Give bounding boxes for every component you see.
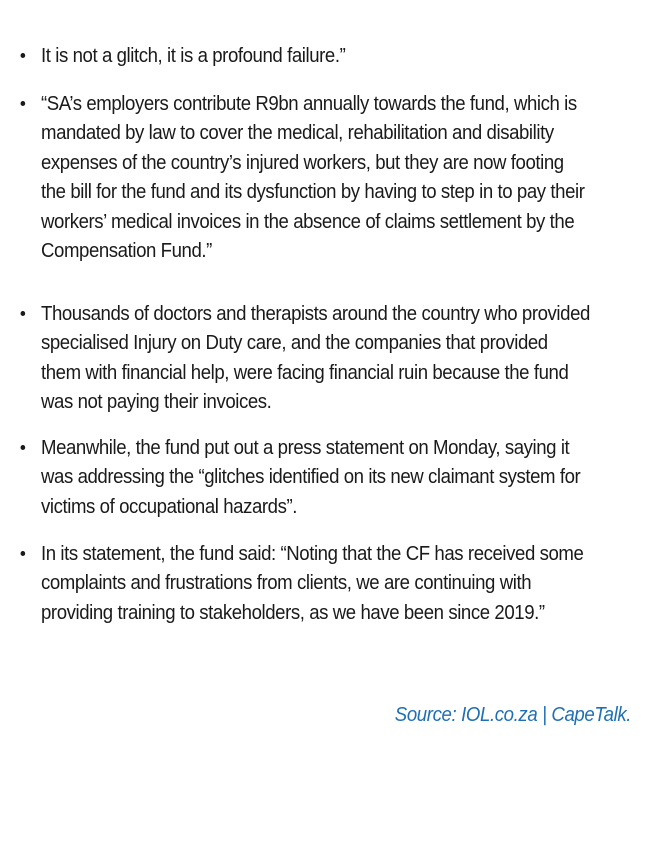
bullet-marker: [21, 311, 26, 316]
bullet-marker: [21, 101, 26, 106]
list-item: [41, 42, 592, 71]
bullet-marker: [21, 551, 26, 556]
bullet-text: Meanwhile, the fund put out a press statement on Monday, saying it was addressing the “glitches identified on its new claimant system for victims of occupational hazards”.: [41, 437, 581, 518]
source-credit: Source: IOL.co.za | CapeTalk.: [394, 704, 631, 726]
bullet-text: In its statement, the fund said: “Noting that the CF has received some complaints and frustrations from clients, we are continuing with providing training to stakeholders, as we have been since 2019.”: [41, 543, 584, 624]
list-item: [41, 90, 592, 266]
bullet-marker: [21, 445, 26, 450]
bullet-text: “SA’s employers contribute R9bn annually towards the fund, which is mandated by law to cover the medical, rehabilitation and disability expenses of the country’s injured workers, but they are now footing the bill for the fund and its dysfunction by having to step in to pay their workers’ medical invoices in the absence of claims settlement by the Compensation Fund.”: [41, 93, 585, 263]
list-item: [41, 540, 592, 628]
bullet-text: Thousands of doctors and therapists around the country who provided specialised Injury on Duty care, and the companies that provided them with financial help, were facing financial ruin because the fund was not paying their invoices.: [41, 303, 590, 414]
list-item: [41, 434, 592, 522]
bullet-text: It is not a glitch, it is a profound failure.”: [41, 45, 346, 67]
bullet-marker: [21, 53, 26, 58]
list-item: [41, 300, 592, 418]
